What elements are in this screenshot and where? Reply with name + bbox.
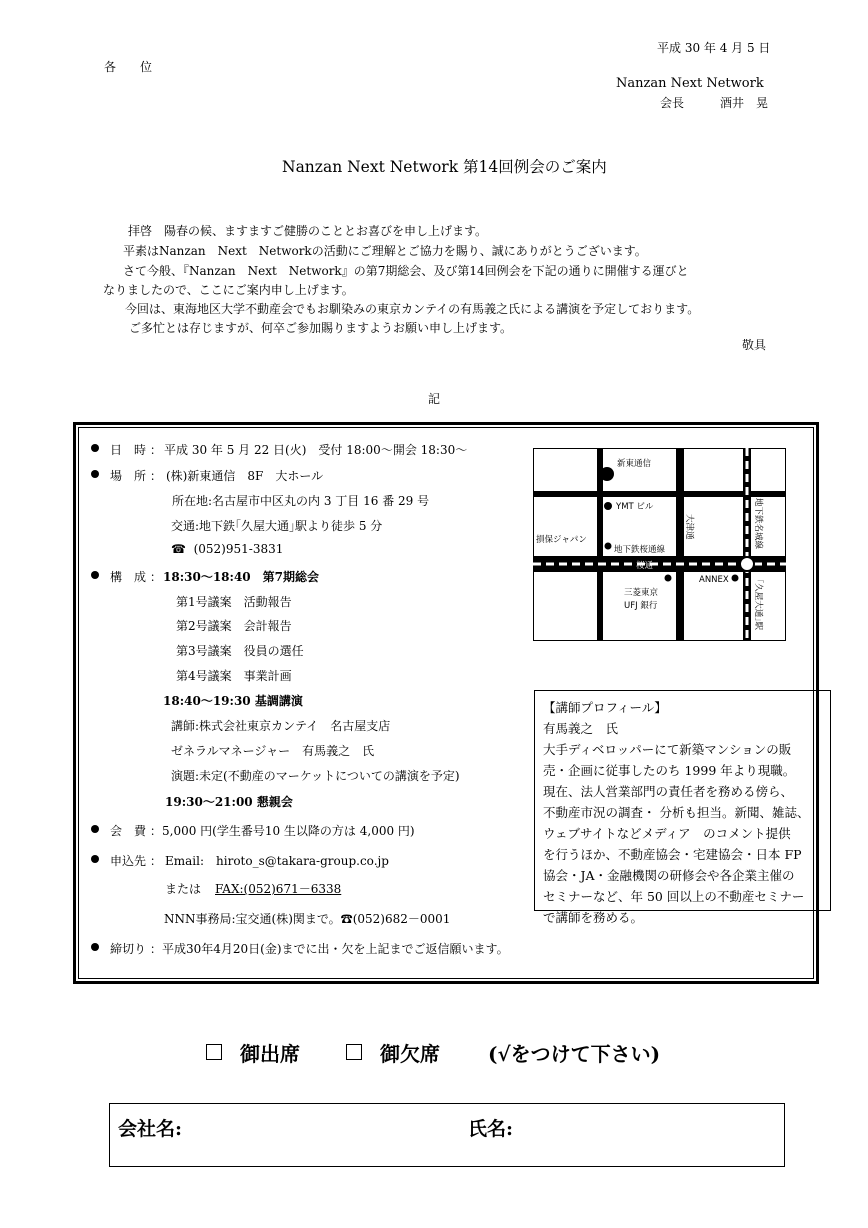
program-topic: 演題:未定(不動産のマーケットについての講演を予定) bbox=[171, 769, 460, 783]
map-label-mufg-1: 三菱東京 bbox=[624, 588, 659, 598]
profile-line: を行うほか、不動産協会・宅建協会・日本 FP bbox=[543, 847, 802, 862]
absent-checkbox[interactable] bbox=[346, 1044, 362, 1060]
map-label-sompo: 損保ジャパン bbox=[536, 535, 587, 545]
map-label-ohtsudori: 大津通 bbox=[684, 514, 694, 540]
apply-label: 申込先 ： bbox=[110, 854, 162, 868]
map-label-meijo: 地下鉄名城線 bbox=[753, 498, 763, 550]
body-line: さて今般、『Nanzan Next Network』の第7期総会、及び第14回例会を下記の通りに開催する運びと bbox=[123, 264, 689, 278]
attend-checkbox[interactable] bbox=[206, 1044, 222, 1060]
apply-or: または bbox=[165, 882, 202, 896]
speaker-profile bbox=[534, 690, 831, 925]
ki-mark: 記 bbox=[428, 392, 441, 406]
program-session2: 18:40～19:30 基調講演 bbox=[163, 694, 303, 708]
profile-line: 売・企画に従事したのち 1999 年より現職。 bbox=[543, 763, 796, 778]
fee-value: 5,000 円(学生番号10 生以降の方は 4,000 円) bbox=[162, 824, 415, 838]
venue-value: (株)新東通信 8F 大ホール bbox=[166, 469, 324, 483]
venue-address: 所在地:名古屋市中区丸の内 3 丁目 16 番 29 号 bbox=[172, 494, 430, 508]
mufg-marker bbox=[665, 575, 672, 582]
bullet bbox=[91, 571, 99, 579]
program-session3: 19:30～21:00 懇親会 bbox=[165, 795, 293, 809]
program-speaker: 講師:株式会社東京カンテイ 名古屋支店 bbox=[171, 719, 391, 733]
agenda-item: 第1号議案 活動報告 bbox=[176, 595, 292, 609]
map-label-annex: ANNEX bbox=[699, 575, 729, 585]
profile-line: 現在、法人営業部門の責任者を務める傍ら、 bbox=[543, 784, 794, 799]
phone-icon: ☎ bbox=[171, 542, 186, 556]
body-line: 平素はNanzan Next Networkの活動にご理解とご協力を賜り、誠にありがとうございます。 bbox=[123, 244, 647, 258]
closing: 敬具 bbox=[742, 338, 767, 352]
apply-fax: FAX:(052)671－6338 bbox=[215, 882, 342, 896]
venue-label: 場 所 ： bbox=[110, 469, 162, 483]
bullet bbox=[91, 855, 99, 863]
agenda-item: 第2号議案 会計報告 bbox=[176, 619, 292, 633]
map-ohtsudori-street bbox=[676, 448, 684, 641]
datetime-value: 平成 30 年 5 月 22 日(火) 受付 18:00～開会 18:30～ bbox=[164, 443, 468, 457]
name-label: 氏名: bbox=[468, 1118, 514, 1140]
deadline-value: 平成30年4月20日(金)までに出・欠を上記までご返信願います。 bbox=[162, 942, 509, 956]
company-label: 会社名: bbox=[118, 1118, 183, 1140]
profile-line: で講師を務める。 bbox=[543, 910, 644, 925]
deadline-label: 締切り ： bbox=[110, 942, 162, 956]
venue-access: 交通:地下鉄｢久屋大通｣駅より徒歩 5 分 bbox=[171, 519, 383, 533]
program-speaker-title: ゼネラルマネージャー 有馬義之 氏 bbox=[171, 744, 375, 758]
sender-name: 会長 酒井 晃 bbox=[660, 96, 769, 110]
bullet bbox=[91, 444, 99, 452]
profile-line: 不動産市況の調査・ 分析も担当。新聞、雑誌、 bbox=[543, 805, 810, 820]
bullet bbox=[91, 943, 99, 951]
sompo-marker bbox=[605, 543, 612, 550]
access-map bbox=[533, 448, 786, 641]
program-label: 構 成 ： bbox=[110, 570, 162, 584]
annex-marker bbox=[732, 575, 739, 582]
map-label-shintou: 新東通信 bbox=[617, 459, 652, 469]
fee-label: 会 費 ： bbox=[110, 824, 162, 838]
apply-email: Email: hiroto_s@takara-group.co.jp bbox=[165, 854, 389, 868]
agenda-item: 第3号議案 役員の選任 bbox=[176, 644, 304, 658]
map-label-sakuradori: 桜通 bbox=[636, 561, 654, 571]
map-label-hisaya: ｢久屋大通｣駅 bbox=[753, 579, 763, 631]
apply-office-text: NNN事務局:宝交通(株)関まで。 bbox=[164, 912, 341, 926]
map-label-ymt: YMT ビル bbox=[616, 502, 654, 512]
body-line: 拝啓 陽春の候、ますますご健勝のこととお喜びを申し上げます。 bbox=[128, 224, 488, 238]
hisaya-station-marker bbox=[740, 557, 754, 571]
venue-phone bbox=[171, 542, 283, 556]
map-label-sakuradori-station: 地下鉄桜通線 bbox=[614, 545, 666, 555]
rsvp-note: (√をつけて下さい) bbox=[488, 1042, 661, 1066]
apply-office bbox=[164, 910, 450, 927]
addressee: 各 位 bbox=[104, 60, 153, 74]
venue-phone-number: (052)951-3831 bbox=[193, 542, 284, 556]
apply-office-phone: (052)682－0001 bbox=[352, 912, 451, 926]
agenda-item: 第4号議案 事業計画 bbox=[176, 669, 292, 683]
bullet bbox=[91, 825, 99, 833]
map-label-mufg-2: UFJ 銀行 bbox=[624, 601, 658, 611]
datetime-label: 日 時 ： bbox=[110, 443, 162, 457]
name-field[interactable] bbox=[540, 1112, 775, 1140]
document-title: Nanzan Next Network 第14回例会のご案内 bbox=[282, 158, 607, 176]
profile-line: ウェブサイトなどメディア のコメント提供 bbox=[543, 826, 791, 841]
body-line: ご多忙とは存じますが、何卒ご参加賜りますようお願い申し上げます。 bbox=[129, 321, 513, 335]
body-line: なりましたので、ここにご案内申し上げます。 bbox=[103, 283, 354, 297]
ymt-marker bbox=[604, 502, 612, 510]
profile-line: 大手ディベロッパーにて新築マンションの販 bbox=[543, 742, 792, 757]
absent-label: 御欠席 bbox=[380, 1042, 440, 1066]
body-line: 今回は、東海地区大学不動産会でもお馴染みの東京カンテイの有馬義之氏による講演を予定しております。 bbox=[125, 302, 700, 316]
profile-line: 協会・JA・金融機関の研修会や各企業主催の bbox=[543, 868, 795, 883]
attend-label: 御出席 bbox=[240, 1042, 300, 1066]
bullet bbox=[91, 470, 99, 478]
profile-line: セミナーなど、年 50 回以上の不動産セミナー bbox=[543, 889, 805, 904]
company-field[interactable] bbox=[210, 1112, 460, 1140]
profile-heading: 【講師プロフィール】 bbox=[543, 700, 667, 715]
shintou-marker bbox=[600, 467, 614, 481]
phone-icon: ☎ bbox=[340, 912, 353, 926]
profile-name: 有馬義之 氏 bbox=[543, 721, 619, 736]
sender-org: Nanzan Next Network bbox=[616, 76, 764, 91]
program-session1: 18:30～18:40 第7期総会 bbox=[163, 570, 320, 584]
letter-date: 平成 30 年 4 月 5 日 bbox=[657, 41, 771, 55]
